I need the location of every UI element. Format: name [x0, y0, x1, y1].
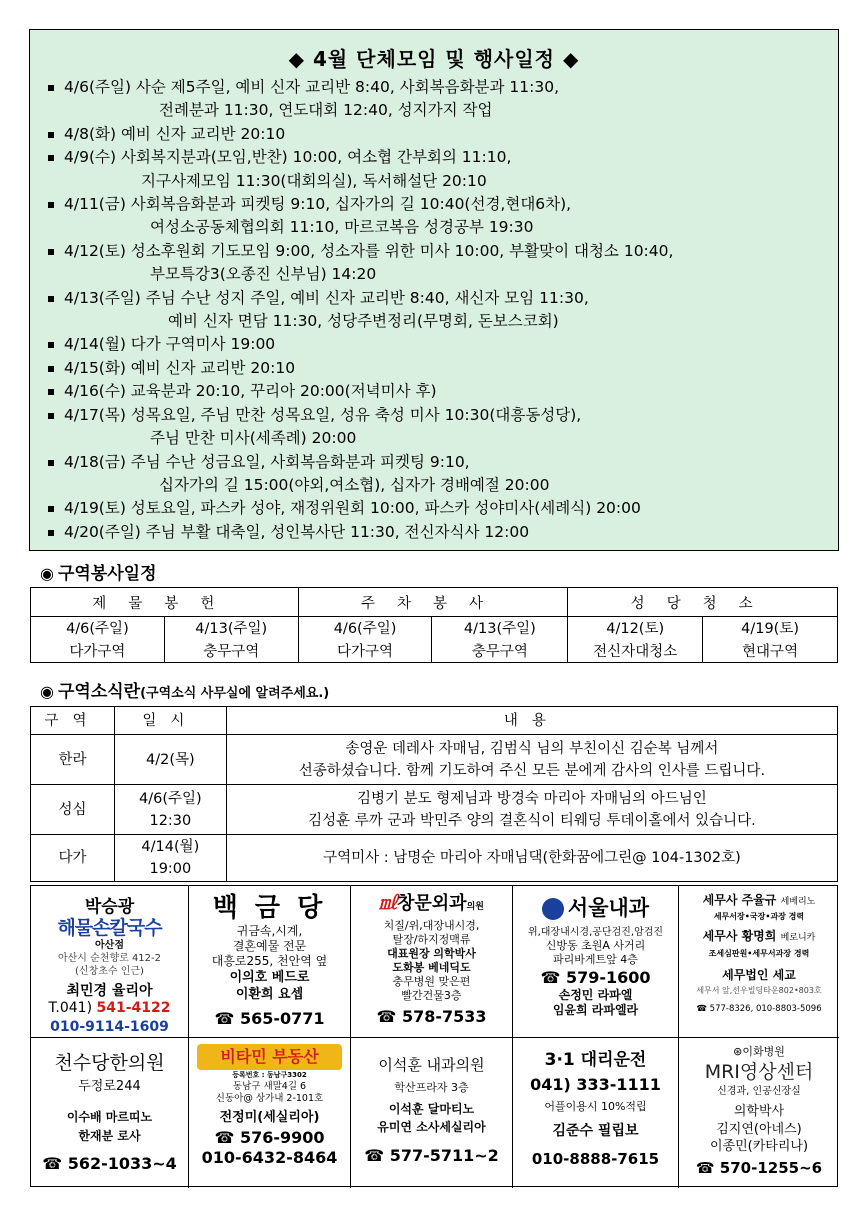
ad-jewelry: 백 금 당 귀금속,시계, 결혼예물 전문 대흥로255, 천안역 옆 이의호 베드로 이환희 요셉 ☎ 565-0771	[189, 886, 351, 1038]
ad-surgery-clinic: ㎖창문외과의원 치질/위,대장내시경, 탈장/하지정맥류 대표원장 의학박사 도화봉 베네딕도 충무병원 맞은편 빨간건물3층 ☎ 578-7533	[351, 886, 513, 1038]
schedule-item: 4/9(수) 사회복지분과(모임,반찬) 10:00, 여소협 간부회의 11:10, 지구사제모임 11:30(대회의실), 독서해설단 20:10	[46, 146, 838, 193]
news-content: 송영운 데레사 자매님, 김범식 님의 부친이신 김순복 님께서 선종하셨습니다. 함께 기도하여 주신 모든 분에게 감사의 인사를 드립니다.	[226, 735, 837, 785]
service-area: 현대구역	[703, 639, 838, 663]
news-heading-note: (구역소식 사무실에 알려주세요.)	[140, 686, 330, 701]
clinic-logo-icon: ㎖	[379, 893, 398, 914]
ad-title: 3·1 대리운전	[544, 1050, 647, 1070]
service-group-offering: 제물봉헌	[31, 588, 299, 617]
service-area: 충무구역	[432, 639, 568, 663]
schedule-item: 4/8(화) 예비 신자 교리반 20:10	[46, 123, 838, 146]
schedule-list	[30, 76, 838, 544]
schedule-item: 4/17(목) 성목요일, 주님 만찬 성목요일, 성유 축성 미사 10:30(대흥동성당), 주님 만찬 미사(세족례) 20:00	[46, 404, 838, 451]
ad-real-estate: 비타민 부동산 등록번호 : 동남구3302 동남구 새말4길 6 신동아@ 상가내 2-101호 전정미(세실리아) ☎ 576-9900 010-6432-8464	[189, 1038, 351, 1188]
service-area: 다가구역	[298, 639, 432, 663]
ad-title: 백 금 당	[212, 893, 327, 923]
schedule-item: 4/13(주일) 주님 수난 성지 주일, 예비 신자 교리반 8:40, 새신자 모임 11:30, 예비 신자 면담 11:30, 성당주변정리(무명회, 돈보스코회)	[46, 287, 838, 334]
hospital-logo-icon	[542, 898, 564, 920]
target-bullet-icon: ◉	[40, 564, 54, 583]
news-date: 4/2(목)	[114, 735, 226, 785]
target-bullet-icon: ◉	[40, 682, 54, 701]
service-area: 충무구역	[164, 639, 298, 663]
service-heading	[40, 559, 157, 584]
service-date: 4/6(주일)	[298, 617, 432, 639]
news-heading-text: 구역소식란	[57, 682, 141, 702]
service-table	[30, 587, 838, 663]
news-col-content: 내용	[226, 707, 837, 735]
ad-title: 천수당한의원	[54, 1052, 165, 1074]
ads-grid	[30, 885, 838, 1187]
service-date: 4/12(토)	[568, 617, 703, 639]
schedule-item: 4/18(금) 주님 수난 성금요일, 사회복음화분과 피켓팅 9:10, 십자가의 길 15:00(야외,여소협), 십자가 경배예절 20:00	[46, 451, 838, 498]
service-date: 4/13(주일)	[432, 617, 568, 639]
service-date: 4/13(주일)	[164, 617, 298, 639]
ad-mri-center: ⊛이화병원 MRI영상센터 신경과, 인공신장실 의학박사 김지연(아네스) 이종민(카타리나) ☎ 570-1255~6	[679, 1038, 839, 1188]
schedule-item: 4/11(금) 사회복음화분과 피켓팅 9:10, 십자가의 길 10:40(선경,현대6차), 여성소공동체협의회 11:10, 마르코복음 성경공부 19:30	[46, 193, 838, 240]
ad-title: MRI영상센터	[704, 1061, 814, 1083]
schedule-item: 4/20(주일) 주님 부활 대축일, 성인복사단 11:30, 전신자식사 12:00	[46, 521, 838, 544]
ad-kalguksu: 박승광 해물손칼국수 아산점 아산시 순천향로 412-2 (신창초수 인근) 최민경 율리아 T.041) 541-4122 010-9114-1609	[31, 886, 189, 1038]
news-area: 성심	[31, 785, 115, 835]
ad-tax-office: 세무사 주율규 세베리노 세무서장•국장•과장 경력 세무사 황명희 베로니카 조세심판원•세무서과장 경력 세무법인 세교 세무서 앞,선우빌딩타운802•803호 ☎ 577-8326, 010-8803-5096	[679, 886, 839, 1038]
ad-owner-name: 박승광	[84, 897, 135, 917]
ad-lee-internal-clinic: 이석훈 내과의원 학산프라자 3층 이석훈 달마티노 유미연 소사세실리아 ☎ 577-5711~2	[351, 1038, 513, 1188]
news-table	[30, 706, 838, 882]
table-row	[31, 735, 838, 785]
news-col-area: 구역	[31, 707, 115, 735]
service-group-parking: 주차봉사	[298, 588, 568, 617]
table-row	[31, 785, 838, 835]
schedule-item: 4/16(수) 교육분과 20:10, 꾸리아 20:00(저녁미사 후)	[46, 380, 838, 403]
news-date: 4/14(월) 19:00	[114, 835, 226, 882]
ad-title: 이석훈 내과의원	[378, 1056, 485, 1074]
schedule-item: 4/14(월) 다가 구역미사 19:00	[46, 333, 838, 356]
ad-title: ㎖창문외과의원	[379, 893, 484, 914]
ad-title: 서울내과	[513, 894, 678, 922]
hospital-logo-icon: ⊛	[733, 1045, 743, 1058]
service-date: 4/6(주일)	[31, 617, 165, 639]
service-heading-text: 구역봉사일정	[57, 564, 157, 584]
schedule-item: 4/6(주일) 사순 제5주일, 예비 신자 교리반 8:40, 사회복음화분과 11:30, 전례분과 11:30, 연도대회 12:40, 성지가지 작업	[46, 76, 838, 123]
service-area: 전신자대청소	[568, 639, 703, 663]
news-date: 4/6(주일) 12:30	[114, 785, 226, 835]
monthly-schedule-box	[29, 29, 839, 551]
service-area: 다가구역	[31, 639, 165, 663]
news-area: 한라	[31, 735, 115, 785]
schedule-item: 4/19(토) 성토요일, 파스카 성야, 재정위원회 10:00, 파스카 성야미사(세례식) 20:00	[46, 497, 838, 520]
schedule-title: ◆ 4월 단체모임 및 행사일정 ◆	[288, 47, 580, 71]
news-col-date: 일시	[114, 707, 226, 735]
ad-designated-driver: 3·1 대리운전 041) 333-1111 어플이용시 10%적립 김준수 필립보 010-8888-7615	[513, 1038, 679, 1188]
news-content: 구역미사 : 남명순 마리아 자매님댁(한화꿈에그린@ 104-1302호)	[226, 835, 837, 882]
news-content: 김병기 분도 형제님과 방경숙 마리아 자매님의 아드님인 김성훈 루까 군과 박민주 양의 결혼식이 티웨딩 투데이홀에서 있습니다.	[226, 785, 837, 835]
table-row	[31, 835, 838, 882]
schedule-item: 4/12(토) 성소후원회 기도모임 9:00, 성소자를 위한 미사 10:00, 부활맞이 대청소 10:40, 부모특강3(오종진 신부님) 14:20	[46, 240, 838, 287]
ad-oriental-clinic: 천수당한의원 두정로244 이수배 마르띠노 한재분 로사 ☎ 562-1033~4	[31, 1038, 189, 1188]
schedule-item: 4/15(화) 예비 신자 교리반 20:10	[46, 357, 838, 380]
news-area: 다가	[31, 835, 115, 882]
service-group-cleaning: 성당청소	[568, 588, 838, 617]
ad-brand: 해물손칼국수	[57, 917, 162, 939]
ad-internal-clinic: 서울내과 위,대장내시경,공단검진,암검진 신방동 초원A 사거리 파리바게트앞 4층 ☎ 579-1600 손정민 라파엘 임윤희 라파엘라	[513, 886, 679, 1038]
service-date: 4/19(토)	[703, 617, 838, 639]
news-heading	[40, 677, 329, 702]
